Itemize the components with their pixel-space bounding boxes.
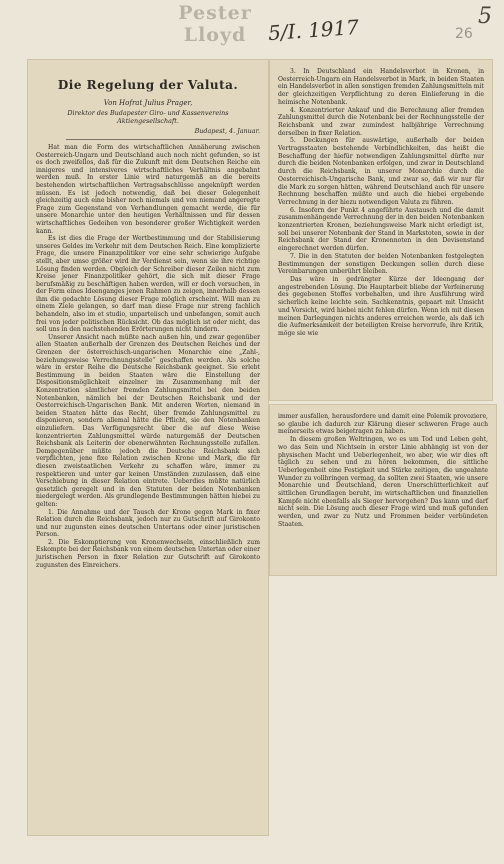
paragraph: 5. Deckungen für auswärtige, außerhalb der beiden Vertragsstaaten bestehende Verbindlichkeiten, das heißt die Beschaffung der hiefür notwendigen Zahlungsmittel dürfte nur durch die beiden Notenbanken erfolgen, und zwar in Deutschland durch die Reichsbank, in unserer Monarchie durch die Oesterreichisch-Ungarische Bank, und zwar so, daß wir nur für die Mark zu sorgen hätten, während Deutschland auch für unsere Rechnung beschaffen müßte und auch die hiebei ergebende Verrechnung in der hiezu notwendigen Valuta zu führen. <box>278 137 484 206</box>
handwritten-date: 5/I. 1917 <box>267 14 360 46</box>
paragraph: immer ausfallen, herausfordere und damit eine Polemik provoziere, so glaube ich dadurch zur Klärung dieser schweren Frage auch meinerseits etwas beigetragen zu haben. <box>278 413 488 436</box>
paragraph: 3. In Deutschland ein Handelsverbot in Kronen, in Oesterreich-Ungarn ein Handelsverbot in Mark, in beiden Staaten ein Handelsverbot in allen sonstigen fremden Zahlungsmitteln mit der gleichzeitigen Verpflichtung zu deren Einlieferung in die heimische Notenbank. <box>278 68 484 106</box>
article-author: Von Hofrat Julius Prager, <box>103 99 193 107</box>
left-column-body <box>36 144 260 569</box>
newspaper-masthead: Pester Lloyd <box>178 2 252 46</box>
article-title: Die Regelung der Valuta. <box>57 78 239 92</box>
clipping-right-top <box>270 60 492 400</box>
handwritten-page-number: 26 <box>455 26 473 42</box>
paragraph: Unserer Ansicht nach müßte nach außen hin, und zwar gegenüber allen Staaten außerhalb der Grenzen des Deutschen Reiches und der Grenzen der österreichisch-ungarischen Monarchie eine „Zahl-, beziehungsweise Verrechnungsstelle“ geschaffen werden. Als solche wäre in erster Reihe die Deutsche Reichsbank geeignet. Sie erlebt Bestimmung in beiden Staaten wäre die Einstellung der Dispositionsmöglichkeit einzelner im Zusammenhang mit der Konzentration sämtlicher fremden Zahlungsmittel bei den beiden Notenbanken, nämlich bei der Deutschen Reichsbank und der Oesterreichisch-Ungarischen Bank. Mit anderen Worten, niemand in beiden Staaten hätte das Recht, über fremde Zahlungsmittel zu disponieren, sondern allemal hätte die Pflicht, sie den Notenbanken einzuliefern. Das Verfügungsrecht über die auf diese Weise konzentrierten Zahlungsmittel würde naturgemäß der Deutschen Reichsbank als Leiterin der obenerwähnten Rechnungsstelle zufallen. Demgegenüber müßte jedoch die Deutsche Reichsbank sich verpflichten, jene fixe Relation zwischen Krone und Mark, die für diesen zweistaatlichen Verkehr zu schaffen wäre, immer zu respektieren und unter gar keinen Umständen zuzulassen, daß eine Verschiebung in dieser Relation eintrete. Ueberdies müßte natürlich gesetzlich geregelt und in den Statuten der beiden Notenbanken niedergelegt werden. Als grundlegende Bestimmungen hätten hiebei zu gelten: <box>36 333 260 508</box>
handwritten-mark: 5 <box>478 4 492 29</box>
paragraph: 6. Insofern der Punkt 4 angeführte Austausch und die damit zusammenhängende Verrechnung der in den beiden Notenbanken konzentrierten Kronen, beziehungsweise Mark nicht erledigt ist, soll bei unserer Notenbank der Stand in Markstoten, sowie in der Reichsbank der Stand der Kronennoten in den Devisenstand eingerechnet werden dürfen. <box>278 206 484 253</box>
paragraph: 4. Konzentrierter Ankauf und die Berechnung aller fremden Zahlungsmittel durch die Notenbank bei der Rechnungsstelle der Reichsbank und zwar zumindest halbjährige Verrechnung derselben in fixer Relation. <box>278 106 484 137</box>
paragraph: Es ist dies die Frage der Wertbestimmung und der Stabilisierung unseres Geldes im Verkehr mit dem Deutschen Reich. Eine komplizierte Frage, die unsere Finanzpolitiker vor eine sehr schwierige Aufgabe stellt, aber umso größer wird ihr Verdienst sein, wenn sie ihre richtige Lösung finden werden. Obgleich der Schreiber dieser Zeilen nicht zum Kreise jener Finanzpolitiker gehört, die sich mit dieser Frage berufsmäßig zu beschäftigen haben werden, will er doch versuchen, in der Form eines Ideenganges jenen Rahmen zu zeigen, innerhalb dessen ihm die gedachte Lösung dieser Frage möglich erscheint. Will man zu einem Ziele gelangen, so darf man diese Frage nur streng fachlich behandeln, also im et studio, unparteiisch und unbefangen, somit auch frei von jeder politischen Rücksicht. Ob das möglich ist oder nicht, das soll uns in den nachstehenden Erörterungen nicht hindern. <box>36 235 260 334</box>
article-affiliation: Direktor des Budapester Giro- und Kassenvereins Aktiengesellschaft. <box>67 109 229 125</box>
paragraph: Das wäre in gedrängter Kürze der Ideengang der angestrebenden Lösung. Die Hauptarbeit bliebe der Verfeinerung des gegebenen Stoffes vorbehalten, und ihre Ausführung wird sicherlich keine leichte sein. Sachkenntnis, gepaart mit Umsicht und Vorsicht, wird hiebei nicht fehlen dürfen. Wenn ich mit diesen meinen Darlegungen nichts anderes erreichen werde, als daß ich die Aufmerksamkeit der beteiligten Kreise hervorrufe, ihre Kritik, möge sie wie <box>278 275 484 337</box>
clipping-right-bottom <box>270 405 496 575</box>
title-rule <box>66 139 230 140</box>
paragraph: 2. Die Eskomptierung von Kronenwechseln, einschließlich zum Eskompte bei der Reichsbank von einem deutschen Untertan oder einer juristischen Person in fixer Relation zur Gutschrift auf Girokonto zugunsten des Einreichers. <box>36 538 260 569</box>
paragraph: 7. Die in den Statuten der beiden Notenbanken festgelegten Bestimmungen der sonstigen Deckungen sollen durch diese Vereinbarungen unberührt bleiben. <box>278 252 484 276</box>
clipping-left-column <box>28 60 268 835</box>
paragraph: Hat man die Form des wirtschaftlichen Annäherung zwischen Oesterreich-Ungarn und Deutschland auch noch nicht gefunden, so ist es doch zweifellos, daß für die Zukunft mit dem Deutschen Reiche ein innigeres und intensiveres wirtschaftliches Verhältnis angebahnt werden muß. In erster Linie wird naturgemäß an die bereits bestehenden wirtschaftlichen Vertragsabschlüsse angeknüpft werden müssen. Es ist jedoch notwendig, daß bei dieser Gelegenheit gleichzeitig auch eine bisher noch niemals und von niemand angeregte Frage zum Gegenstand von Verhandlungen gemacht werde, die für unsere Monarchie unter den heutigen Verhältnissen und für dessen wirtschaftliches Gedeihen von besonderer großer Wichtigkeit werden kann. <box>36 144 260 235</box>
paragraph: 1. Die Annahme und der Tausch der Krone gegen Mark in fixer Relation durch die Reichsbank, jedoch nur zu Gutschrift auf Girokonto und nur zugunsten eines deutschen Untertans oder einer juristischen Person. <box>36 508 260 539</box>
paragraph: In diesem großen Weltringen, wo es um Tod und Leben geht, wo das Sein und Nichtsein in erster Linie abhängig ist von der physischen Macht und Ueberlegenheit, wo aber, wie wir dies oft täglich zu sehen und zu hören bekommen, die sittliche Ueberlegenheit eine Festigkeit und Stärke zeitigen, die ungeahnte Wunder zu vollbringen vermag, da sollten zwei Staaten, wie unsere Monarchie und Deutschland, deren Unerschütterlichkeit auf sittlichen Grundlagen beruht, im wirtschaftlichen und finanziellen Kampfe nicht ebenfalls als Sieger hervorgehen? Das kann und darf nicht sein. Die Lösung auch dieser Frage wird und muß gefunden werden, und zwar zu Nutz und Frommen beider verbündeten Staaten. <box>278 436 488 528</box>
article-dateline: Budapest, 4. Januar. <box>194 127 260 135</box>
